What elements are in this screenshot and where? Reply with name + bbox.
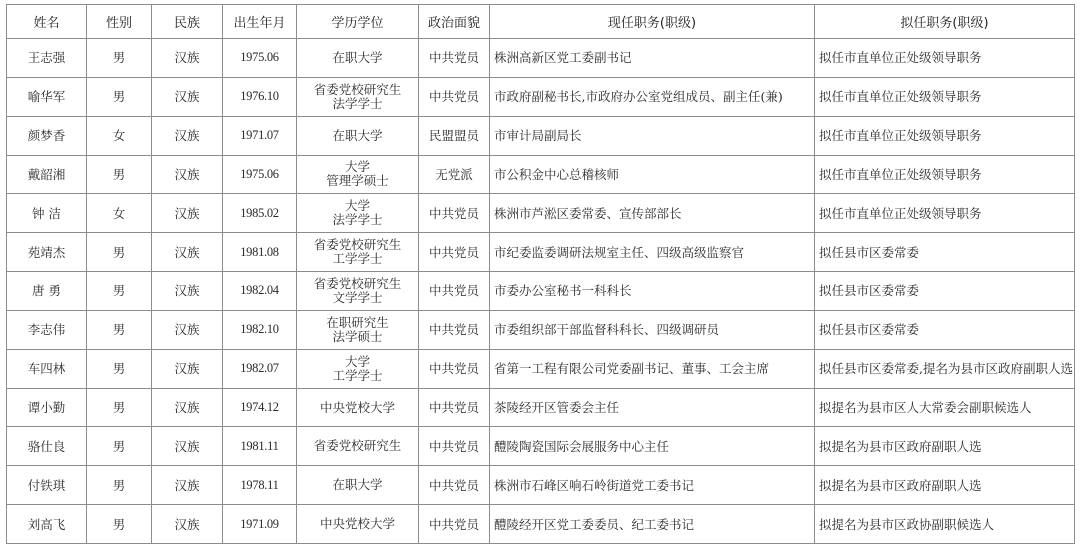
cell-gender: 女 [87, 194, 152, 233]
cell-gender: 女 [87, 116, 152, 155]
cell-current-position: 市公积金中心总稽核师 [490, 155, 815, 194]
cell-current-position: 株洲市芦淞区委常委、宣传部部长 [490, 194, 815, 233]
cell-birth: 1975.06 [223, 39, 297, 78]
cell-proposed-position: 拟任市直单位正处级领导职务 [815, 194, 1075, 233]
cell-proposed-position: 拟任县市区委常委 [815, 272, 1075, 311]
cell-party: 中共党员 [419, 466, 490, 505]
cell-proposed-position: 拟任县市区委常委 [815, 233, 1075, 272]
cell-party: 中共党员 [419, 77, 490, 116]
cell-name: 骆仕良 [7, 427, 87, 466]
cell-ethnicity: 汉族 [152, 116, 223, 155]
education-line: 管理学硕士 [326, 173, 389, 189]
cell-party: 中共党员 [419, 39, 490, 78]
cell-ethnicity: 汉族 [152, 39, 223, 78]
cell-proposed-position: 拟任县市区委常委 [815, 310, 1075, 349]
cell-ethnicity: 汉族 [152, 155, 223, 194]
education-line: 省委党校研究生 [313, 81, 402, 97]
cell-proposed-position: 拟任县市区委常委,提名为县市区政府副职人选 [815, 349, 1075, 388]
cell-name: 车四林 [7, 349, 87, 388]
education-line: 法学学士 [332, 212, 383, 228]
table-row [7, 77, 1075, 116]
header-party: 政治面貌 [419, 5, 490, 39]
education-line: 工学学士 [332, 251, 383, 267]
education-line: 在职研究生 [326, 314, 389, 330]
cell-party: 中共党员 [419, 272, 490, 311]
cell-education [297, 194, 419, 233]
cell-education [297, 39, 419, 78]
cell-birth: 1971.07 [223, 116, 297, 155]
cell-proposed-position: 拟提名为县市区政府副职人选 [815, 466, 1075, 505]
cell-birth: 1981.08 [223, 233, 297, 272]
cell-gender: 男 [87, 310, 152, 349]
cell-name: 颜梦香 [7, 116, 87, 155]
table-row [7, 427, 1075, 466]
table-row [7, 233, 1075, 272]
cell-birth: 1976.10 [223, 77, 297, 116]
cell-name: 李志伟 [7, 310, 87, 349]
cell-party: 中共党员 [419, 194, 490, 233]
table-body [7, 39, 1075, 544]
cell-proposed-position: 拟提名为县市区政协副职候选人 [815, 505, 1075, 544]
cell-education [297, 466, 419, 505]
cell-party: 中共党员 [419, 233, 490, 272]
education-line: 省委党校研究生 [313, 237, 402, 253]
cell-name: 谭小勤 [7, 388, 87, 427]
cell-education [297, 272, 419, 311]
table-row [7, 310, 1075, 349]
cell-current-position: 醴陵经开区党工委委员、纪工委书记 [490, 505, 815, 544]
cell-current-position: 株洲市石峰区响石岭街道党工委书记 [490, 466, 815, 505]
header-proposed-position: 拟任职务(职级) [815, 5, 1075, 39]
cell-birth: 1985.02 [223, 194, 297, 233]
education-line: 省委党校研究生 [313, 438, 402, 454]
cell-education [297, 233, 419, 272]
cell-name: 喻华军 [7, 77, 87, 116]
cell-party: 无党派 [419, 155, 490, 194]
cell-birth: 1982.04 [223, 272, 297, 311]
header-birth: 出生年月 [223, 5, 297, 39]
cell-party: 中共党员 [419, 505, 490, 544]
table-row [7, 272, 1075, 311]
cell-current-position: 醴陵陶瓷国际会展服务中心主任 [490, 427, 815, 466]
cell-education [297, 77, 419, 116]
education-line: 在职大学 [332, 49, 383, 65]
cell-current-position: 株洲高新区党工委副书记 [490, 39, 815, 78]
cell-birth: 1982.07 [223, 349, 297, 388]
cell-birth: 1974.12 [223, 388, 297, 427]
cell-education [297, 505, 419, 544]
cell-ethnicity: 汉族 [152, 194, 223, 233]
cell-gender: 男 [87, 272, 152, 311]
cell-ethnicity: 汉族 [152, 310, 223, 349]
education-line: 工学学士 [332, 367, 383, 383]
cell-birth: 1982.10 [223, 310, 297, 349]
cell-current-position: 市委办公室秘书一科科长 [490, 272, 815, 311]
cell-gender: 男 [87, 39, 152, 78]
cell-ethnicity: 汉族 [152, 505, 223, 544]
cell-proposed-position: 拟任市直单位正处级领导职务 [815, 155, 1075, 194]
table-row [7, 349, 1075, 388]
cell-gender: 男 [87, 505, 152, 544]
table-row [7, 505, 1075, 544]
cell-education [297, 116, 419, 155]
education-line: 文学学士 [332, 289, 383, 305]
education-line: 省委党校研究生 [313, 275, 402, 291]
table-row [7, 116, 1075, 155]
cell-ethnicity: 汉族 [152, 77, 223, 116]
cell-ethnicity: 汉族 [152, 427, 223, 466]
cell-gender: 男 [87, 427, 152, 466]
cell-proposed-position: 拟提名为县市区政府副职人选 [815, 427, 1075, 466]
cell-gender: 男 [87, 233, 152, 272]
cell-current-position: 市纪委监委调研法规室主任、四级高级监察官 [490, 233, 815, 272]
cell-party: 中共党员 [419, 349, 490, 388]
cell-ethnicity: 汉族 [152, 272, 223, 311]
education-line: 中央党校大学 [319, 399, 395, 415]
header-education: 学历学位 [297, 5, 419, 39]
cell-name: 刘高飞 [7, 505, 87, 544]
cell-ethnicity: 汉族 [152, 233, 223, 272]
cell-gender: 男 [87, 155, 152, 194]
cell-party: 中共党员 [419, 388, 490, 427]
cell-education [297, 349, 419, 388]
cell-education [297, 155, 419, 194]
cell-proposed-position: 拟任市直单位正处级领导职务 [815, 77, 1075, 116]
table-row [7, 466, 1075, 505]
cell-birth: 1981.11 [223, 427, 297, 466]
cell-gender: 男 [87, 388, 152, 427]
cell-name: 付铁琪 [7, 466, 87, 505]
header-current-position: 现任职务(职级) [490, 5, 815, 39]
education-line: 在职大学 [332, 477, 383, 493]
cadre-roster-table [6, 4, 1075, 544]
table-row [7, 39, 1075, 78]
cell-proposed-position: 拟任市直单位正处级领导职务 [815, 39, 1075, 78]
cell-current-position: 茶陵经开区管委会主任 [490, 388, 815, 427]
header-name: 姓名 [7, 5, 87, 39]
cell-gender: 男 [87, 77, 152, 116]
education-line: 在职大学 [332, 127, 383, 143]
cell-current-position: 市委组织部干部监督科科长、四级调研员 [490, 310, 815, 349]
education-line: 大学 [344, 353, 370, 369]
education-line: 中央党校大学 [319, 516, 395, 532]
cell-proposed-position: 拟任市直单位正处级领导职务 [815, 116, 1075, 155]
cell-education [297, 388, 419, 427]
cell-education [297, 427, 419, 466]
education-line: 大学 [344, 198, 370, 214]
cell-gender: 男 [87, 349, 152, 388]
cell-current-position: 省第一工程有限公司党委副书记、董事、工会主席 [490, 349, 815, 388]
header-gender: 性别 [87, 5, 152, 39]
cell-current-position: 市政府副秘书长,市政府办公室党组成员、副主任(兼) [490, 77, 815, 116]
cell-proposed-position: 拟提名为县市区人大常委会副职候选人 [815, 388, 1075, 427]
cell-party: 中共党员 [419, 310, 490, 349]
education-line: 法学硕士 [332, 328, 383, 344]
cell-name: 苑靖杰 [7, 233, 87, 272]
cell-birth: 1971.09 [223, 505, 297, 544]
cell-education [297, 310, 419, 349]
cell-name: 钟 洁 [7, 194, 87, 233]
cell-birth: 1978.11 [223, 466, 297, 505]
table-row [7, 388, 1075, 427]
cell-gender: 男 [87, 466, 152, 505]
cell-name: 唐 勇 [7, 272, 87, 311]
cell-ethnicity: 汉族 [152, 349, 223, 388]
cell-ethnicity: 汉族 [152, 388, 223, 427]
header-ethnicity: 民族 [152, 5, 223, 39]
cell-name: 王志强 [7, 39, 87, 78]
cell-name: 戴韶湘 [7, 155, 87, 194]
cell-party: 中共党员 [419, 427, 490, 466]
cell-ethnicity: 汉族 [152, 466, 223, 505]
header-row [7, 5, 1075, 39]
cell-party: 民盟盟员 [419, 116, 490, 155]
cell-birth: 1975.06 [223, 155, 297, 194]
education-line: 大学 [344, 159, 370, 175]
cell-current-position: 市审计局副局长 [490, 116, 815, 155]
education-line: 法学学士 [332, 95, 383, 111]
table-row [7, 155, 1075, 194]
table-row [7, 194, 1075, 233]
